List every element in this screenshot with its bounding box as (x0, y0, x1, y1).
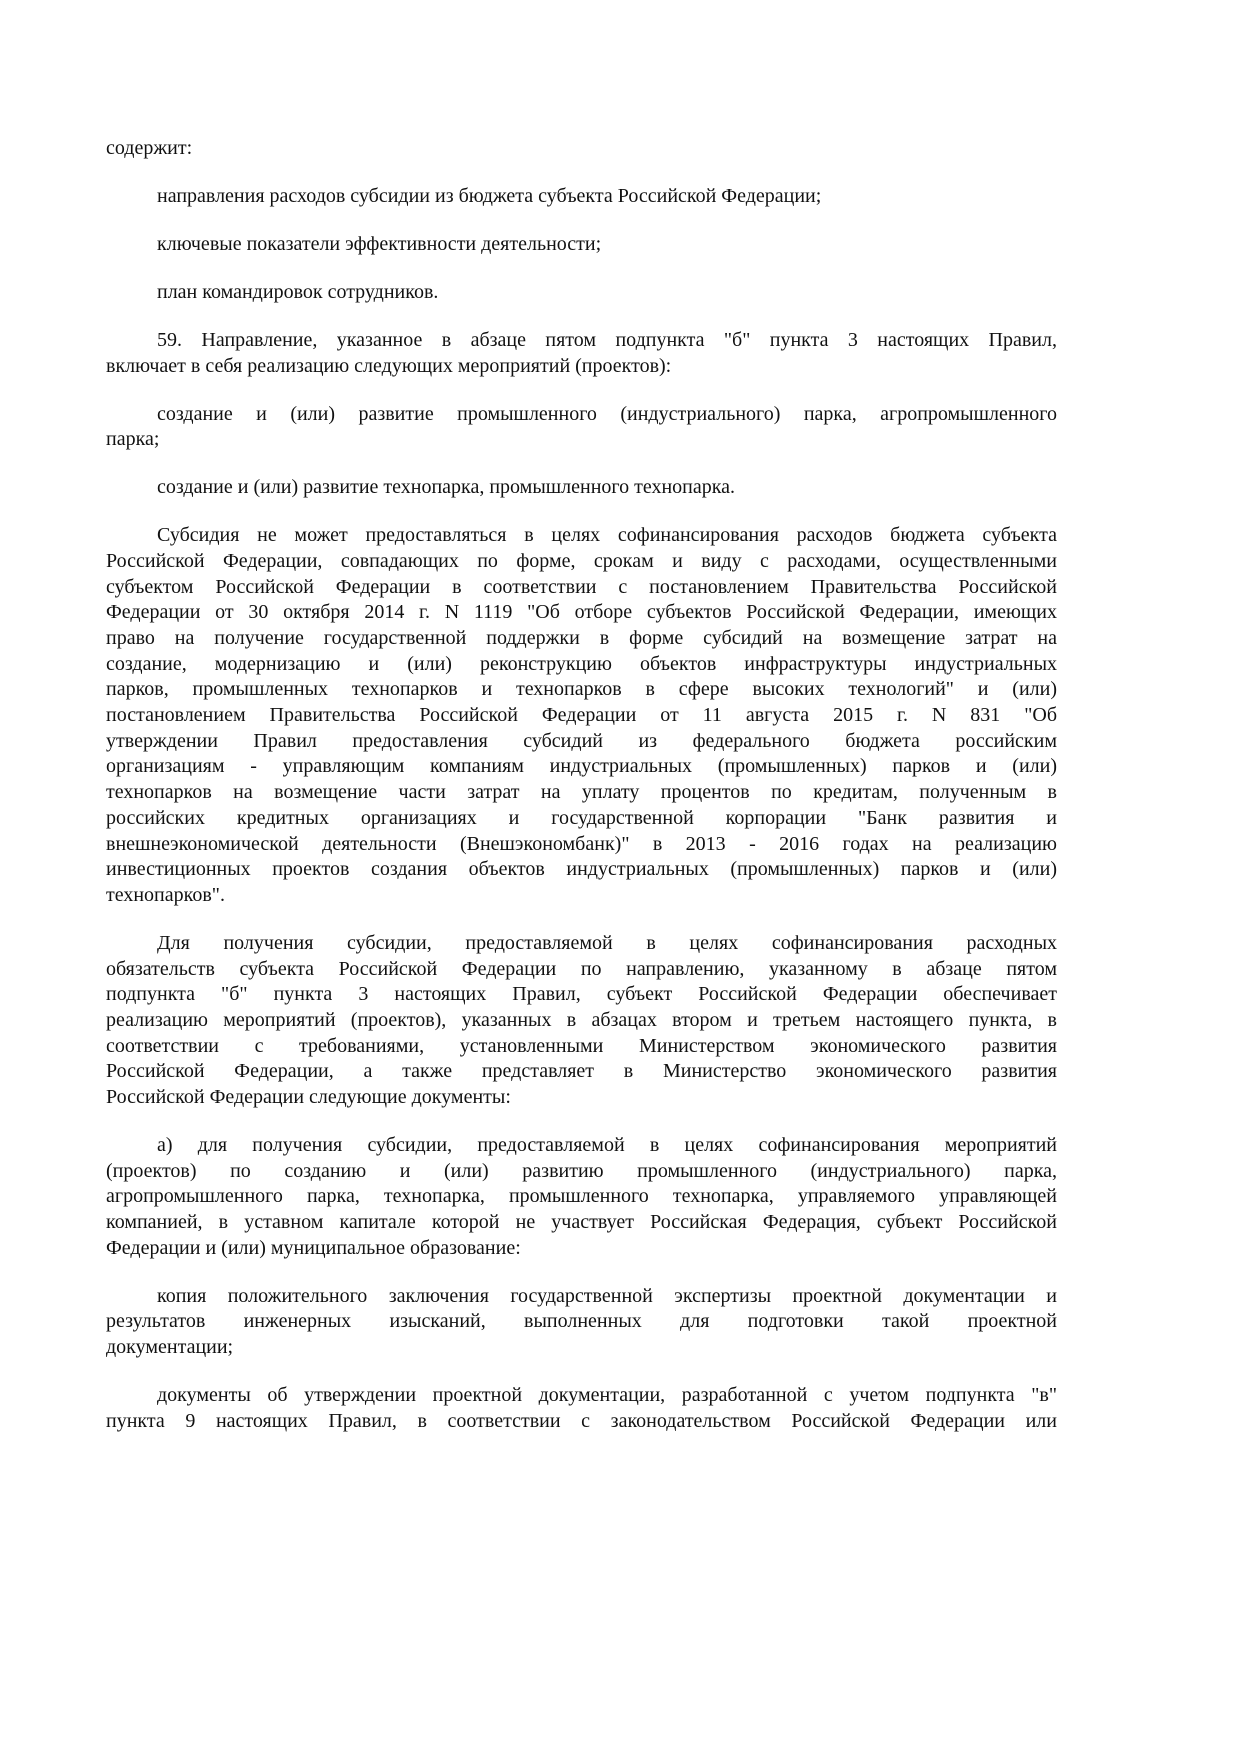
text-line: Российской Федерации следующие документы: (106, 1086, 511, 1108)
text-line: организациям - управляющим компаниям индустриальных (промышленных) парков и (или) (106, 755, 1057, 778)
text-line: право на получение государственной поддержки в форме субсидий на возмещение затрат на (106, 627, 1057, 650)
paragraph (106, 402, 1057, 453)
paragraph (106, 280, 1057, 306)
text-line: парков, промышленных технопарков и технопарков в сфере высоких технологий" и (или) (106, 678, 1057, 701)
text-line: содержит: (106, 137, 193, 159)
text-line: а) для получения субсидии, предоставляемой в целях софинансирования мероприятий (157, 1133, 1057, 1156)
text-line: внешнеэкономической деятельности (Внешэкономбанк)" в 2013 - 2016 годах на реализацию (106, 832, 1057, 855)
text-line: документации; (106, 1336, 234, 1359)
text-line: субъектом Российской Федерации в соответствии с постановлением Правительства Российской (106, 575, 1057, 598)
text-line: технопарков на возмещение части затрат на уплату процентов по кредитам, полученным в (106, 781, 1057, 804)
text-line: создание, модернизацию и (или) реконструкцию объектов инфраструктуры индустриальных (106, 652, 1057, 675)
paragraph (106, 1284, 1057, 1361)
text-line: создание и (или) развитие промышленного (индустриального) парка, агропромышленного (157, 402, 1057, 425)
text-line: парка; (106, 428, 160, 451)
text-line: утверждении Правил предоставления субсидий из федерального бюджета российским (106, 729, 1057, 752)
text-line: (проектов) по созданию и (или) развитию промышленного (индустриального) парка, (106, 1159, 1057, 1182)
text-line: план командировок сотрудников. (157, 280, 439, 303)
text-line: российских кредитных организациях и государственной корпорации "Банк развития и (106, 806, 1057, 829)
text-line: обязательств субъекта Российской Федерации по направлению, указанному в абзаце пятом (106, 957, 1057, 980)
text-line: Российской Федерации, а также представляет в Министерство экономического развития (106, 1060, 1057, 1083)
paragraph (106, 1133, 1057, 1261)
text-line: пункта 9 настоящих Правил, в соответствии с законодательством Российской Федерации или (106, 1409, 1057, 1432)
text-line: Субсидия не может предоставляться в целях софинансирования расходов бюджета субъекта (157, 524, 1057, 547)
text-line: результатов инженерных изысканий, выполненных для подготовки такой проектной (106, 1310, 1057, 1333)
text-line: Федерации и (или) муниципальное образование: (106, 1236, 521, 1259)
paragraph (106, 1383, 1057, 1434)
text-line: копия положительного заключения государственной экспертизы проектной документации и (157, 1284, 1057, 1307)
text-line: подпункта "б" пункта 3 настоящих Правил, субъект Российской Федерации обеспечивает (106, 983, 1057, 1006)
text-line: технопарков". (106, 883, 225, 906)
paragraph (106, 232, 1057, 258)
text-line: Федерации от 30 октября 2014 г. N 1119 "Об отборе субъектов Российской Федерации, имеющих (106, 601, 1057, 624)
paragraph (106, 184, 1057, 210)
text-line: Для получения субсидии, предоставляемой в целях софинансирования расходных (157, 931, 1057, 954)
text-line: ключевые показатели эффективности деятельности; (157, 232, 602, 255)
text-line: документы об утверждении проектной документации, разработанной с учетом подпункта "в" (157, 1384, 1057, 1407)
text-line: реализацию мероприятий (проектов), указанных в абзацах втором и третьем настоящего пункта, в (106, 1008, 1057, 1031)
text-line: агропромышленного парка, технопарка, промышленного технопарка, управляемого управляющей (106, 1185, 1057, 1208)
text-line: Российской Федерации, совпадающих по форме, срокам и виду с расходами, осуществленными (106, 549, 1057, 572)
paragraph (106, 523, 1057, 908)
text-line: включает в себя реализацию следующих мероприятий (проектов): (106, 354, 672, 377)
text-line: инвестиционных проектов создания объектов индустриальных (промышленных) парков и (или) (106, 858, 1057, 881)
paragraph (106, 328, 1057, 379)
text-line: создание и (или) развитие технопарка, промышленного технопарка. (157, 476, 736, 499)
text-line: направления расходов субсидии из бюджета субъекта Российской Федерации; (157, 184, 822, 207)
text-line: соответствии с требованиями, установленными Министерством экономического развития (106, 1034, 1057, 1057)
text-line: 59. Направление, указанное в абзаце пятом подпункта "б" пункта 3 настоящих Правил, (157, 328, 1057, 351)
paragraph (106, 475, 1057, 501)
text-line: компанией, в уставном капитале которой не участвует Российская Федерация, субъект Российской (106, 1211, 1057, 1234)
paragraph (106, 931, 1057, 1111)
text-line: постановлением Правительства Российской Федерации от 11 августа 2015 г. N 831 "Об (106, 704, 1057, 727)
document-page (106, 136, 1057, 1457)
paragraph (106, 136, 1057, 162)
